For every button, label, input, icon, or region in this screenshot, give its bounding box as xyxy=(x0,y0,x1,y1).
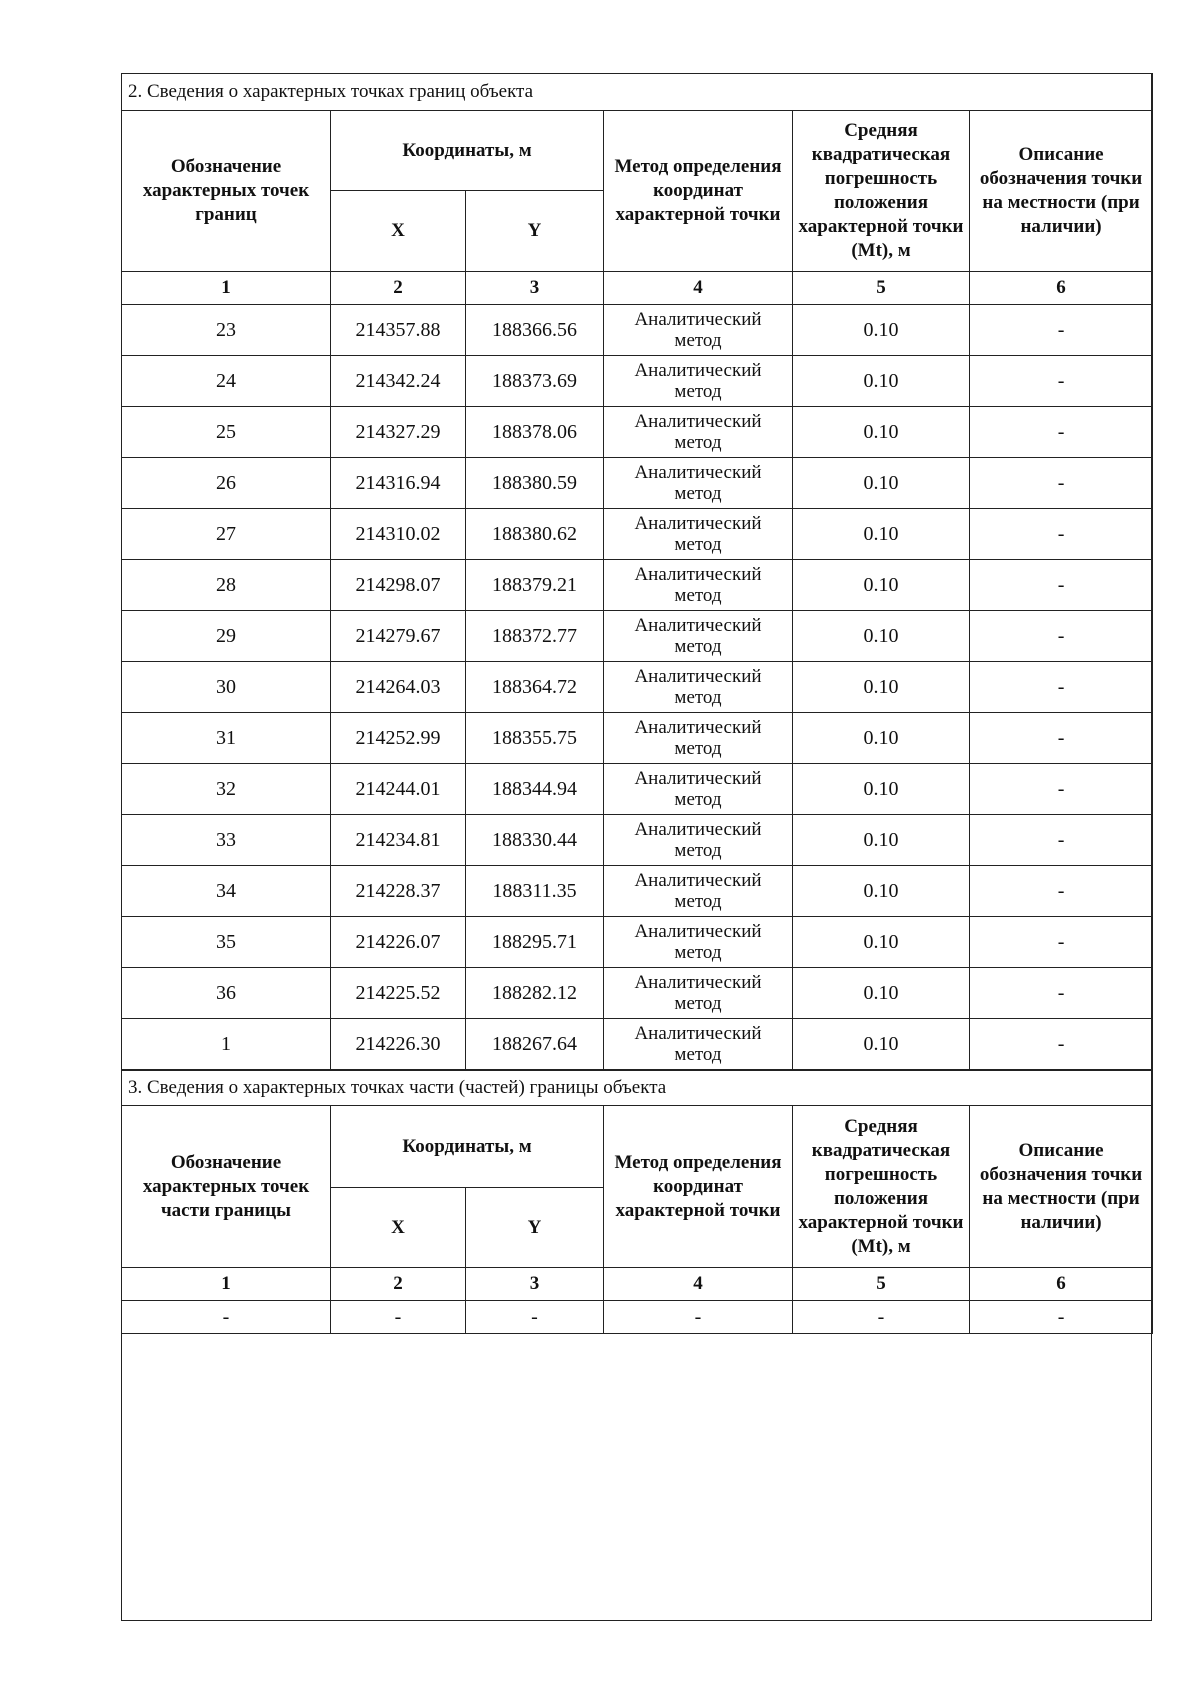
point-description: - xyxy=(970,764,1153,815)
method-line-1: Аналитический xyxy=(634,513,762,534)
coord-x: 214342.24 xyxy=(331,356,466,407)
header-error: Средняя квадратическая погрешность положения характерной точки (Mt), м xyxy=(793,111,970,272)
method xyxy=(604,968,793,1019)
mt-error: - xyxy=(793,1301,970,1334)
coord-y: 188379.21 xyxy=(466,560,604,611)
boundary-points-table xyxy=(121,73,1153,1070)
table-row xyxy=(122,866,1153,917)
method xyxy=(604,356,793,407)
point-description: - xyxy=(970,560,1153,611)
table-row xyxy=(122,458,1153,509)
method-line-2: метод xyxy=(674,483,722,504)
table-row xyxy=(122,356,1153,407)
coord-y: 188364.72 xyxy=(466,662,604,713)
col-number: 1 xyxy=(122,1268,331,1301)
coord-y: 188366.56 xyxy=(466,305,604,356)
method-line-2: метод xyxy=(674,789,722,810)
point-designation: 32 xyxy=(122,764,331,815)
header-description: Описание обозначения точки на местности (при наличии) xyxy=(970,1106,1153,1268)
header-coordinates: Координаты, м xyxy=(331,111,604,191)
point-designation: 31 xyxy=(122,713,331,764)
point-designation: 29 xyxy=(122,611,331,662)
method xyxy=(604,611,793,662)
point-description: - xyxy=(970,407,1153,458)
table-row xyxy=(122,509,1153,560)
method-line-2: метод xyxy=(674,840,722,861)
coord-y: 188344.94 xyxy=(466,764,604,815)
column-numbers-row xyxy=(122,1268,1153,1301)
method xyxy=(604,509,793,560)
method-line-1: Аналитический xyxy=(634,921,762,942)
header-designation: Обозначение характерных точек границ xyxy=(122,111,331,272)
header-x: X xyxy=(331,1188,466,1268)
coord-y: 188373.69 xyxy=(466,356,604,407)
coord-x: 214316.94 xyxy=(331,458,466,509)
coord-y: - xyxy=(466,1301,604,1334)
column-numbers-row xyxy=(122,272,1153,305)
method-line-2: метод xyxy=(674,432,722,453)
coord-x: 214226.07 xyxy=(331,917,466,968)
point-designation: 35 xyxy=(122,917,331,968)
header-y: Y xyxy=(466,191,604,272)
mt-error: 0.10 xyxy=(793,356,970,407)
mt-error: 0.10 xyxy=(793,662,970,713)
method xyxy=(604,917,793,968)
mt-error: 0.10 xyxy=(793,611,970,662)
method-line-1: Аналитический xyxy=(634,309,762,330)
coord-x: 214226.30 xyxy=(331,1019,466,1070)
method xyxy=(604,458,793,509)
point-designation: 27 xyxy=(122,509,331,560)
point-description: - xyxy=(970,1019,1153,1070)
coord-x: 214298.07 xyxy=(331,560,466,611)
col-number: 5 xyxy=(793,1268,970,1301)
table-row xyxy=(122,560,1153,611)
coord-x: 214244.01 xyxy=(331,764,466,815)
method-line-1: Аналитический xyxy=(634,870,762,891)
col-number: 1 xyxy=(122,272,331,305)
coord-y: 188330.44 xyxy=(466,815,604,866)
point-designation: - xyxy=(122,1301,331,1334)
mt-error: 0.10 xyxy=(793,509,970,560)
point-designation: 28 xyxy=(122,560,331,611)
part-boundary-points-table xyxy=(121,1070,1153,1334)
mt-error: 0.10 xyxy=(793,458,970,509)
method-line-2: метод xyxy=(674,534,722,555)
method-line-2: метод xyxy=(674,942,722,963)
header-method: Метод определения координат характерной точки xyxy=(604,1106,793,1268)
method-line-1: Аналитический xyxy=(634,462,762,483)
header-error: Средняя квадратическая погрешность положения характерной точки (Mt), м xyxy=(793,1106,970,1268)
coord-x: 214234.81 xyxy=(331,815,466,866)
col-number: 4 xyxy=(604,1268,793,1301)
mt-error: 0.10 xyxy=(793,1019,970,1070)
coord-y: 188311.35 xyxy=(466,866,604,917)
point-designation: 33 xyxy=(122,815,331,866)
table-row xyxy=(122,1301,1153,1334)
method xyxy=(604,866,793,917)
coord-x: 214357.88 xyxy=(331,305,466,356)
method-line-2: метод xyxy=(674,993,722,1014)
method-line-1: Аналитический xyxy=(634,666,762,687)
col-number: 4 xyxy=(604,272,793,305)
header-x: X xyxy=(331,191,466,272)
coord-y: 188372.77 xyxy=(466,611,604,662)
mt-error: 0.10 xyxy=(793,305,970,356)
coord-x: 214310.02 xyxy=(331,509,466,560)
coord-x: 214327.29 xyxy=(331,407,466,458)
header-coordinates: Координаты, м xyxy=(331,1106,604,1188)
method-line-1: Аналитический xyxy=(634,819,762,840)
table-row xyxy=(122,815,1153,866)
point-designation: 25 xyxy=(122,407,331,458)
point-description: - xyxy=(970,458,1153,509)
method xyxy=(604,764,793,815)
mt-error: 0.10 xyxy=(793,764,970,815)
method-line-2: метод xyxy=(674,1044,722,1065)
point-description: - xyxy=(970,866,1153,917)
col-number: 2 xyxy=(331,1268,466,1301)
coord-x: 214228.37 xyxy=(331,866,466,917)
table-row xyxy=(122,662,1153,713)
col-number: 3 xyxy=(466,272,604,305)
col-number: 6 xyxy=(970,1268,1153,1301)
point-description: - xyxy=(970,968,1153,1019)
coord-x: 214279.67 xyxy=(331,611,466,662)
method-line-2: метод xyxy=(674,330,722,351)
mt-error: 0.10 xyxy=(793,713,970,764)
method: - xyxy=(604,1301,793,1334)
section-3-title: 3. Сведения о характерных точках части (частей) границы объекта xyxy=(122,1071,1153,1106)
point-designation: 24 xyxy=(122,356,331,407)
mt-error: 0.10 xyxy=(793,407,970,458)
mt-error: 0.10 xyxy=(793,917,970,968)
method xyxy=(604,815,793,866)
mt-error: 0.10 xyxy=(793,968,970,1019)
coord-x: 214252.99 xyxy=(331,713,466,764)
point-description: - xyxy=(970,713,1153,764)
coord-x: 214225.52 xyxy=(331,968,466,1019)
point-description: - xyxy=(970,1301,1153,1334)
header-y: Y xyxy=(466,1188,604,1268)
coord-y: 188267.64 xyxy=(466,1019,604,1070)
point-description: - xyxy=(970,662,1153,713)
col-number: 3 xyxy=(466,1268,604,1301)
method-line-1: Аналитический xyxy=(634,972,762,993)
header-description: Описание обозначения точки на местности (при наличии) xyxy=(970,111,1153,272)
coord-y: 188355.75 xyxy=(466,713,604,764)
coord-y: 188378.06 xyxy=(466,407,604,458)
point-designation: 34 xyxy=(122,866,331,917)
table-row xyxy=(122,764,1153,815)
point-description: - xyxy=(970,611,1153,662)
col-number: 5 xyxy=(793,272,970,305)
point-designation: 23 xyxy=(122,305,331,356)
method-line-1: Аналитический xyxy=(634,717,762,738)
table-row xyxy=(122,611,1153,662)
point-designation: 1 xyxy=(122,1019,331,1070)
coord-y: 188282.12 xyxy=(466,968,604,1019)
table-row xyxy=(122,305,1153,356)
coord-y: 188295.71 xyxy=(466,917,604,968)
method xyxy=(604,662,793,713)
table-row xyxy=(122,713,1153,764)
method-line-1: Аналитический xyxy=(634,768,762,789)
method xyxy=(604,305,793,356)
method-line-2: метод xyxy=(674,636,722,657)
method xyxy=(604,713,793,764)
point-description: - xyxy=(970,917,1153,968)
method-line-2: метод xyxy=(674,687,722,708)
mt-error: 0.10 xyxy=(793,866,970,917)
header-method: Метод определения координат характерной точки xyxy=(604,111,793,272)
coord-y: 188380.62 xyxy=(466,509,604,560)
table-row xyxy=(122,1019,1153,1070)
point-designation: 36 xyxy=(122,968,331,1019)
method-line-1: Аналитический xyxy=(634,1023,762,1044)
coord-x: - xyxy=(331,1301,466,1334)
col-number: 6 xyxy=(970,272,1153,305)
point-description: - xyxy=(970,356,1153,407)
method xyxy=(604,407,793,458)
section-2-title: 2. Сведения о характерных точках границ объекта xyxy=(122,74,1153,111)
header-designation: Обозначение характерных точек части границы xyxy=(122,1106,331,1268)
method xyxy=(604,1019,793,1070)
coord-x: 214264.03 xyxy=(331,662,466,713)
method-line-2: метод xyxy=(674,891,722,912)
col-number: 2 xyxy=(331,272,466,305)
table-row xyxy=(122,917,1153,968)
method xyxy=(604,560,793,611)
point-description: - xyxy=(970,815,1153,866)
table-row xyxy=(122,407,1153,458)
method-line-1: Аналитический xyxy=(634,411,762,432)
point-designation: 30 xyxy=(122,662,331,713)
method-line-1: Аналитический xyxy=(634,564,762,585)
coord-y: 188380.59 xyxy=(466,458,604,509)
method-line-1: Аналитический xyxy=(634,615,762,636)
point-description: - xyxy=(970,509,1153,560)
table-row xyxy=(122,968,1153,1019)
mt-error: 0.10 xyxy=(793,815,970,866)
point-designation: 26 xyxy=(122,458,331,509)
method-line-2: метод xyxy=(674,738,722,759)
method-line-2: метод xyxy=(674,381,722,402)
method-line-1: Аналитический xyxy=(634,360,762,381)
method-line-2: метод xyxy=(674,585,722,606)
point-description: - xyxy=(970,305,1153,356)
mt-error: 0.10 xyxy=(793,560,970,611)
